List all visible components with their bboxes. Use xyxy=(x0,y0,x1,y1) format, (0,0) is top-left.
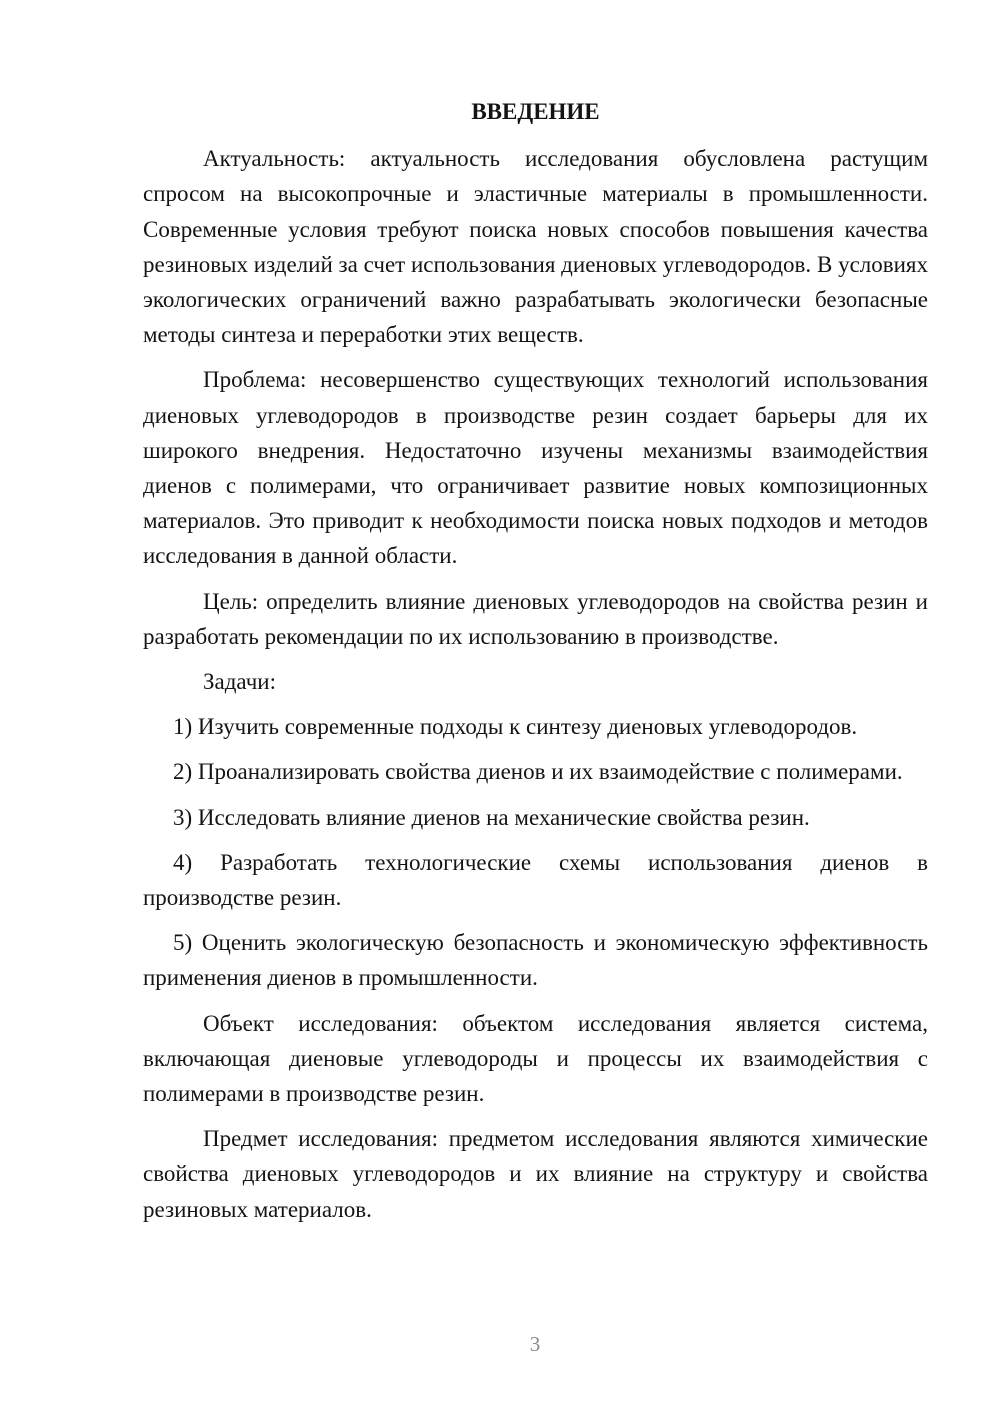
paragraph-relevance: Актуальность: актуальность исследования обусловлена растущим спросом на высокопрочные и эластичные материалы в промышленности. Современные условия требуют поиска новых способов повышения качества резиновых изделий за счет использования диеновых углеводородов. В условиях экологических ограничений важно разрабатывать экологически безопасные методы синтеза и переработки этих веществ. xyxy=(143,146,928,348)
task-item-4: 4) Разработать технологические схемы использования диенов в производстве резин. xyxy=(143,849,928,911)
task-item-5: 5) Оценить экологическую безопасность и экономическую эффективность применения диенов в промышленности. xyxy=(143,930,928,991)
section-title: ВВЕДЕНИЕ xyxy=(471,99,600,124)
tasks-label: Задачи: xyxy=(203,669,276,695)
paragraph-subject: Предмет исследования: предметом исследования являются химические свойства диеновых углеводородов и их влияние на структуру и свойства резиновых материалов. xyxy=(143,1126,928,1222)
page-content xyxy=(143,94,928,1237)
paragraph-object: Объект исследования: объектом исследования является система, включающая диеновые углеводороды и процессы их взаимодействия с полимерами в производстве резин. xyxy=(143,1010,928,1107)
page-number: 3 xyxy=(529,1332,541,1356)
task-item-1: 1) Изучить современные подходы к синтезу диеновых углеводородов. xyxy=(173,714,858,740)
task-item-3: 3) Исследовать влияние диенов на механические свойства резин. xyxy=(173,804,810,830)
task-item-2: 2) Проанализировать свойства диенов и их взаимодействие с полимерами. xyxy=(173,759,903,785)
paragraph-goal: Цель: определить влияние диеновых углеводородов на свойства резин и разработать рекомендации по их использованию в производстве. xyxy=(143,588,928,649)
paragraph-problem: Проблема: несовершенство существующих технологий использования диеновых углеводородов в производстве резин создает барьеры для их широкого внедрения. Недостаточно изучены механизмы взаимодействия диенов с полимерами, что ограничивает развитие новых композиционных материалов. Это приводит к необходимости поиска новых подходов и методов исследования в данной области. xyxy=(143,367,928,569)
